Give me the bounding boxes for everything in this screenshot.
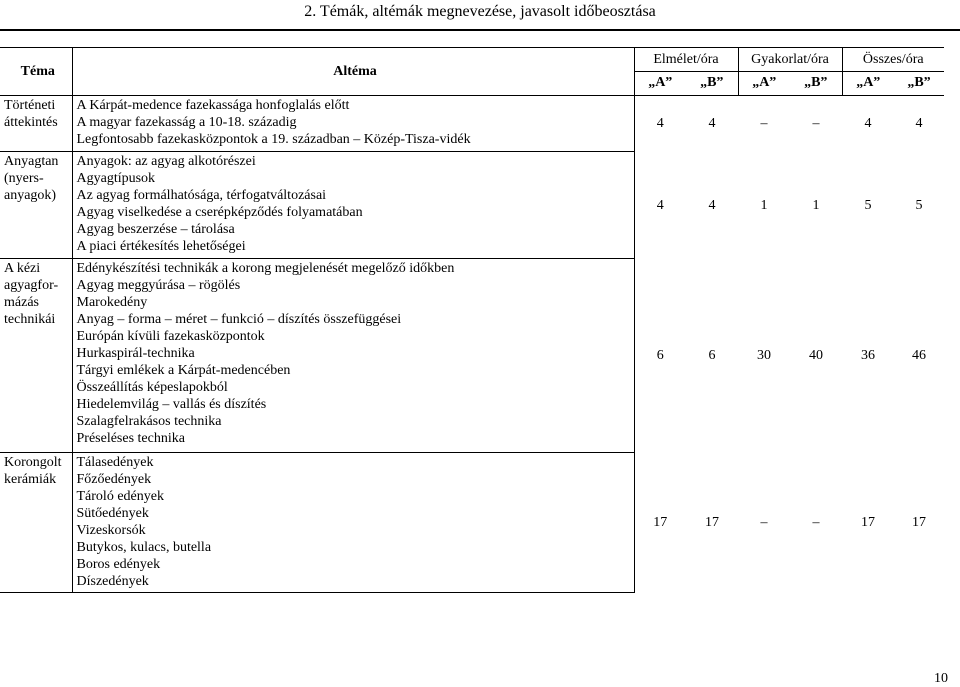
topic-line: technikái [4, 312, 56, 327]
topic-line: Történeti [4, 98, 56, 113]
header-osszes-a: „A” [842, 72, 894, 96]
header-tema: Téma [0, 48, 72, 96]
header-osszes-b: „B” [894, 72, 944, 96]
subtopic-line: Sütőedények [76, 506, 149, 521]
hours-osszes-a: 4 [864, 116, 872, 132]
hours-gyakorlat-b: – [812, 116, 820, 132]
topic-cell [0, 152, 72, 259]
hours-osszes-b: 46 [912, 348, 926, 363]
topic-line: agyagfor- [4, 278, 59, 293]
title-rule [0, 29, 960, 31]
hours-osszes-a: 36 [861, 348, 875, 363]
header-osszes: Összes/óra [842, 48, 944, 72]
subtopic-cell [72, 152, 634, 259]
subtopic-line: Edénykészítési technikák a korong megjelenését megelőző időkben [76, 261, 455, 276]
subtopic-line: Szalagfelrakásos technika [76, 414, 222, 429]
subtopic-line: Tálasedények [76, 455, 154, 470]
subtopic-line: Marokedény [76, 295, 148, 310]
subtopic-line: Összeállítás képeslapokból [76, 380, 228, 395]
subtopic-line: Hurkaspirál-technika [76, 346, 195, 361]
table-row [0, 152, 944, 259]
topic-cell [0, 259, 72, 453]
hours-elmelet-b: 6 [708, 348, 716, 363]
subtopic-line: Az agyag formálhatósága, térfogatváltozásai [76, 188, 327, 203]
header-gyakorlat: Gyakorlat/óra [738, 48, 842, 72]
hours-osszes-b: 4 [915, 116, 923, 132]
topic-line: A kézi [4, 261, 41, 276]
subtopic-line: Agyag beszerzése – tárolása [76, 222, 235, 237]
header-gyakorlat-a: „A” [738, 72, 790, 96]
schedule-table [0, 47, 944, 593]
topic-line: anyagok) [4, 188, 57, 203]
topic-line: Anyagtan [4, 154, 59, 169]
hours-elmelet-a: 17 [653, 515, 668, 530]
topic-line: (nyers- [4, 171, 44, 186]
subtopic-cell [72, 259, 634, 453]
page-number: 10 [934, 671, 948, 686]
hours-osszes-a: 17 [861, 515, 875, 530]
subtopic-line: Agyag meggyúrása – rögölés [76, 278, 241, 293]
hours-gyakorlat-a: – [760, 515, 768, 530]
subtopic-line: Tárgyi emlékek a Kárpát-medencében [76, 363, 291, 378]
subtopic-line: Hiedelemvilág – vallás és díszítés [76, 397, 267, 412]
subtopic-line: Anyagok: az agyag alkotórészei [76, 154, 256, 169]
hours-gyakorlat-a: 1 [760, 197, 768, 213]
subtopic-cell [72, 96, 634, 152]
table-row [0, 259, 944, 453]
subtopic-line: Főzőedények [76, 472, 152, 487]
subtopic-line: Európán kívüli fazekasközpontok [76, 329, 265, 344]
subtopic-line: Agyag viselkedése a cserépképződés folyamatában [76, 205, 363, 220]
hours-gyakorlat-b: 1 [812, 197, 820, 213]
subtopic-line: Legfontosabb fazekasközpontok a 19. században – Közép-Tisza-vidék [76, 132, 471, 147]
subtopic-line: Boros edények [76, 557, 161, 572]
hours-gyakorlat-a: – [760, 116, 768, 132]
subtopic-line: Butykos, kulacs, butella [76, 540, 212, 555]
subtopic-line: A Kárpát-medence fazekassága honfoglalás előtt [76, 98, 350, 113]
hours-gyakorlat-b: – [812, 515, 820, 530]
subtopic-line: Díszedények [76, 574, 149, 589]
hours-osszes-a: 5 [864, 197, 872, 213]
subtopic-line: Anyag – forma – méret – funkció – díszítés összefüggései [76, 312, 402, 327]
page-title: 2. Témák, altémák megnevezése, javasolt időbeosztása [304, 3, 656, 20]
subtopic-cell [72, 453, 634, 593]
hours-gyakorlat-a: 30 [757, 348, 771, 363]
hours-gyakorlat-b: 40 [809, 348, 823, 363]
subtopic-line: Agyagtípusok [76, 171, 156, 186]
subtopic-line: A magyar fazekasság a 10-18. századig [76, 115, 297, 130]
subtopic-line: Tároló edények [76, 489, 164, 504]
hours-elmelet-b: 4 [708, 116, 716, 132]
topic-cell [0, 453, 72, 593]
subtopic-line: Préseléses technika [76, 431, 185, 446]
header-elmelet-a: „A” [634, 72, 686, 96]
subtopic-line: A piaci értékesítés lehetőségei [76, 239, 246, 254]
table-row [0, 453, 944, 593]
topic-line: Korongolt [4, 455, 62, 470]
hours-elmelet-a: 4 [656, 197, 664, 213]
subtopic-line: Vizeskorsók [76, 523, 146, 538]
hours-elmelet-a: 6 [656, 348, 664, 363]
topic-line: áttekintés [4, 115, 58, 130]
table-row [0, 96, 944, 152]
hours-osszes-b: 5 [915, 197, 923, 213]
header-altema: Altéma [72, 48, 634, 96]
hours-osszes-b: 17 [912, 515, 926, 530]
topic-line: mázás [4, 295, 39, 310]
topic-line: kerámiák [4, 472, 57, 487]
hours-elmelet-b: 17 [705, 515, 719, 530]
topic-cell [0, 96, 72, 152]
hours-elmelet-a: 4 [656, 116, 664, 132]
hours-elmelet-b: 4 [708, 197, 716, 213]
header-elmelet-b: „B” [686, 72, 738, 96]
header-gyakorlat-b: „B” [790, 72, 842, 96]
header-elmelet: Elmélet/óra [634, 48, 738, 72]
